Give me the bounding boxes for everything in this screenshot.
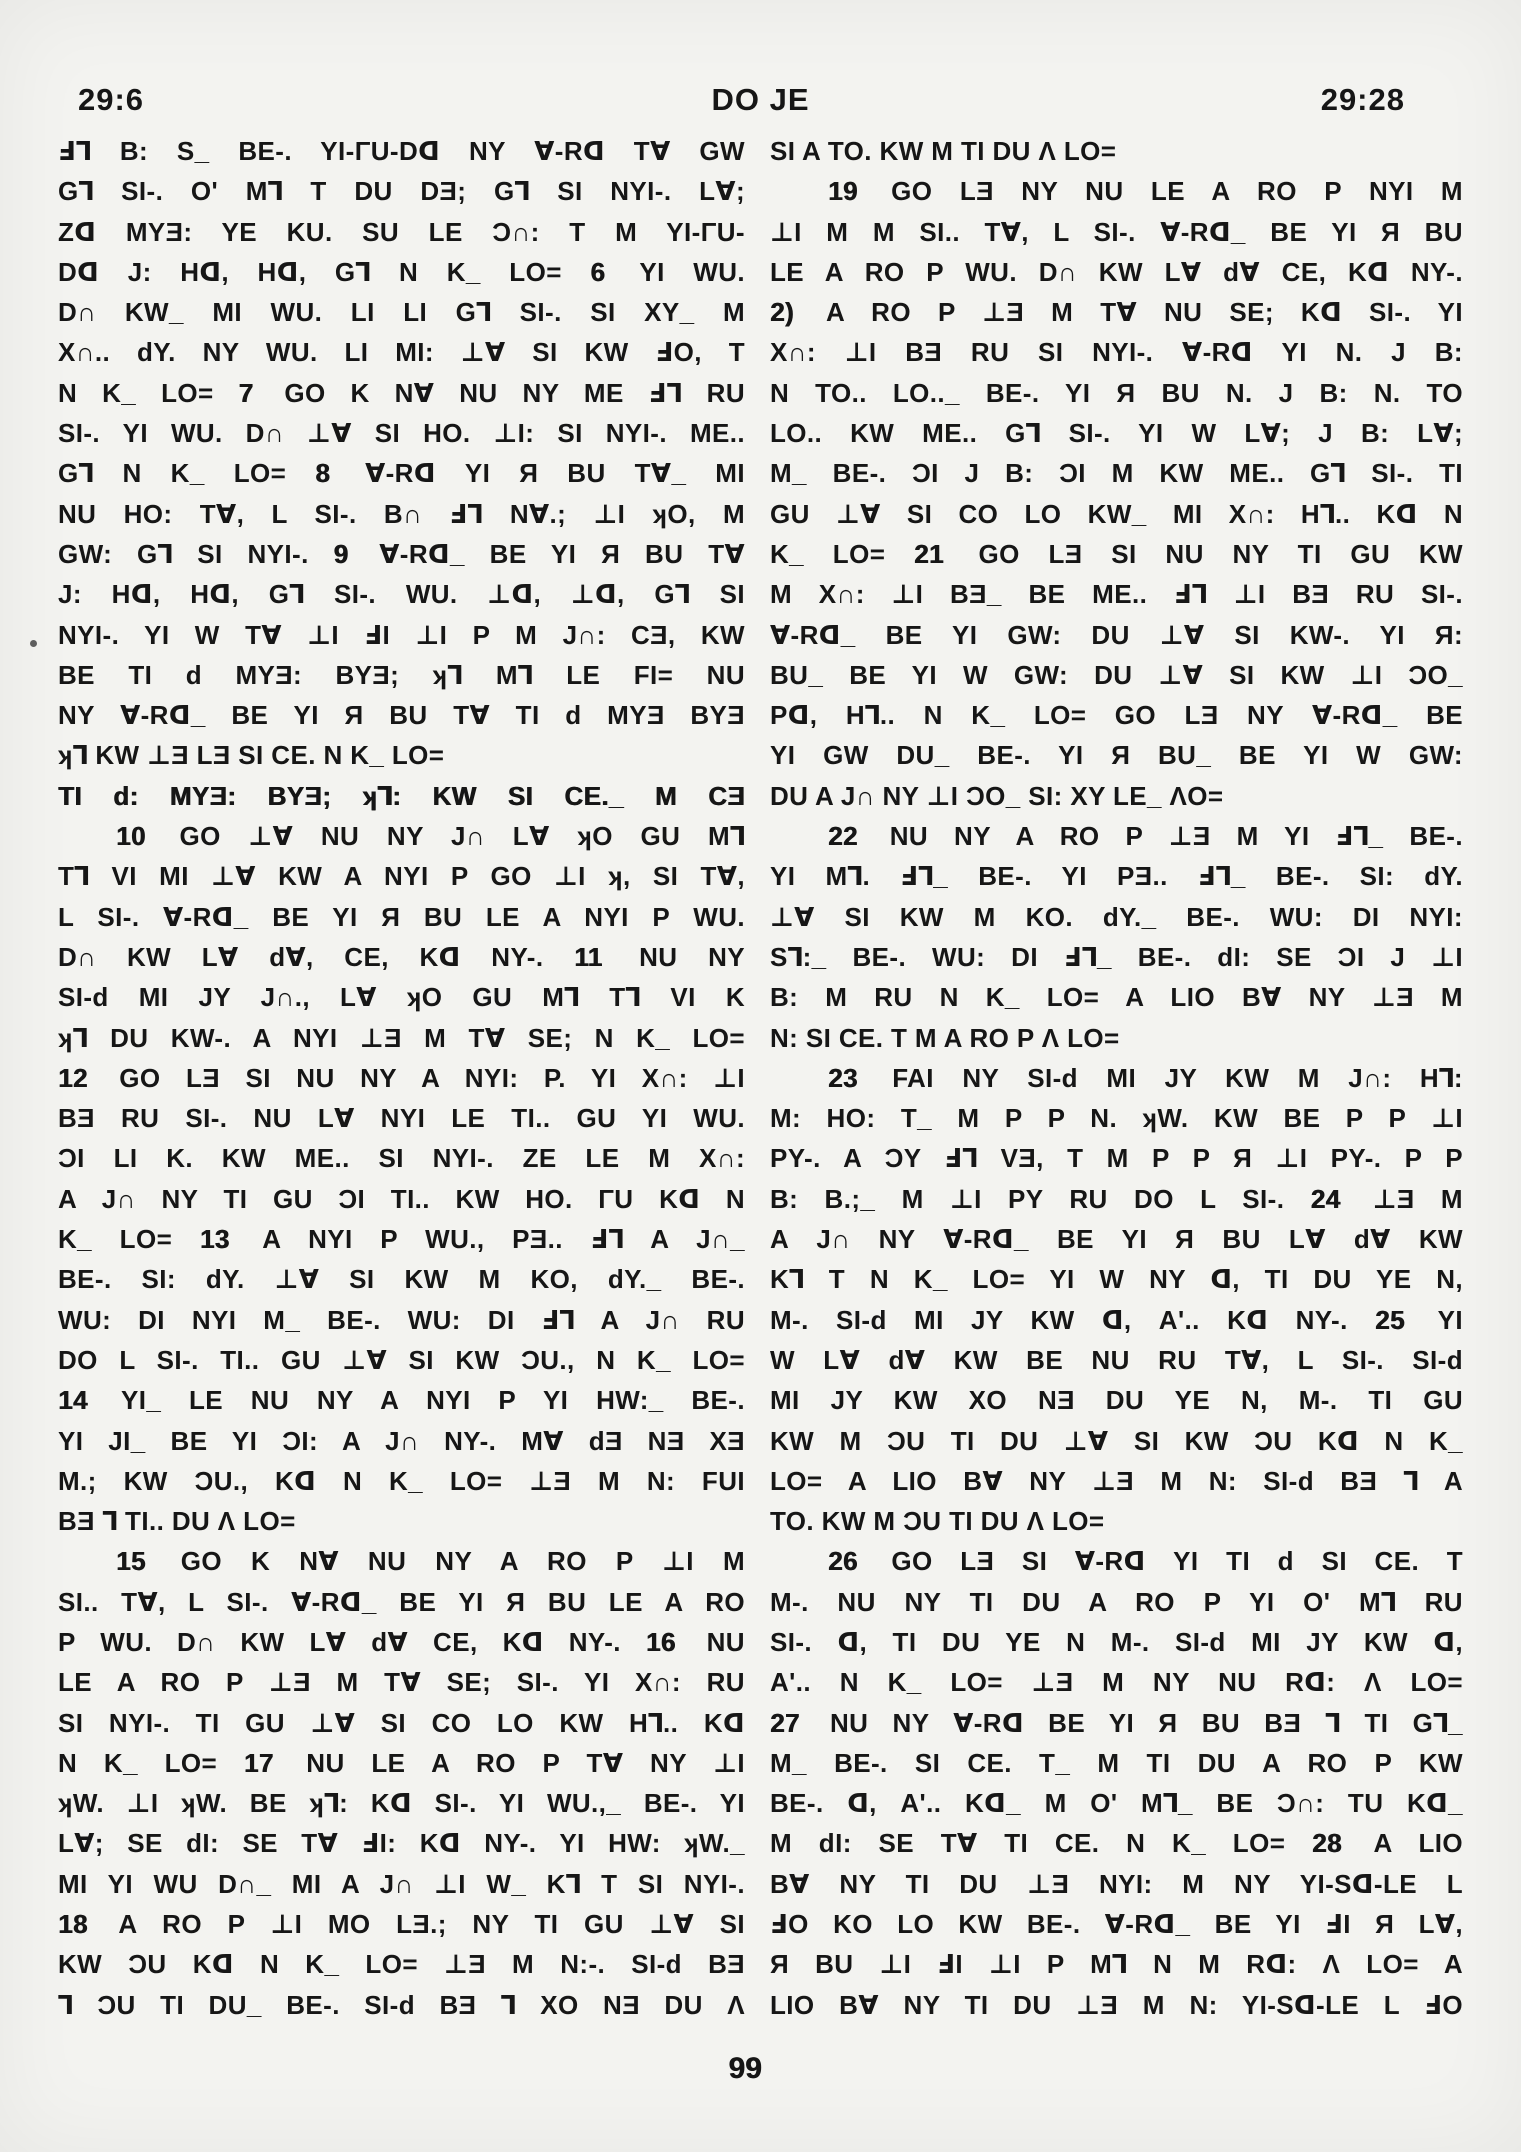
text-line: M: HO: T_ M P P N. ʞW. KW BE P P ⊥I bbox=[770, 1103, 1463, 1134]
text-line: ℲO KO LO KW BE-. ∀-Rᗡ_ BE YI ℲI Я L∀, bbox=[770, 1909, 1463, 1940]
text-line: PY-. A ƆY Ⅎ⅂ VƎ, T M P P Я ⊥I PY-. P P bbox=[770, 1143, 1463, 1174]
text-line: SI-. ᗡ, TI DU YE N M-. SI-d MI JY KW ᗡ, bbox=[770, 1626, 1463, 1657]
text-line: 12 GO LƎ SI NU NY A NYI: P. YI X∩: ⊥I bbox=[58, 1062, 745, 1093]
text-line: BE-. SI: dY. ⊥∀ SI KW M KO, dY._ BE-. bbox=[58, 1264, 745, 1295]
text-line: GW: G⅂ SI NYI-. 9 ∀-Rᗡ_ BE YI Я BU T∀ bbox=[58, 538, 746, 569]
text-line: LE A RO P WU. D∩ KW L∀ d∀ CE, Kᗡ NY-. bbox=[770, 256, 1463, 287]
verse-number: 9 bbox=[333, 538, 349, 569]
text-line: BE-. ᗡ, A'.. Kᗡ_ M O' M⅂_ BE Ɔ∩: TU Kᗡ_ bbox=[770, 1788, 1463, 1819]
text-line: G⅂ N K_ LO= 8 ∀-Rᗡ YI Я BU T∀_ MI bbox=[58, 458, 745, 489]
text-line: NY ∀-Rᗡ_ BE YI Я BU T∀ TI d MYƎ BYƎ bbox=[58, 700, 745, 731]
text-line: X∩: ⊥I BƎ RU SI NYI-. ∀-Rᗡ YI N. J B: bbox=[770, 337, 1463, 368]
text-line: Dᗡ J: Hᗡ, Hᗡ, G⅂ N K_ LO= 6 YI WU. bbox=[58, 256, 745, 287]
verse-number: 12 bbox=[58, 1062, 88, 1093]
running-head-verse-ref-left: 29:6 bbox=[78, 82, 145, 117]
text-line: ∀-Rᗡ_ BE YI GW: DU ⊥∀ SI KW-. YI Я: bbox=[770, 619, 1463, 650]
text-line: J: Hᗡ, Hᗡ, G⅂ SI-. WU. ⊥ᗡ, ⊥ᗡ, G⅂ SI bbox=[58, 579, 745, 610]
page-number: 99 bbox=[728, 2052, 762, 2085]
text-line: K⅂ T N K_ LO= YI W NY ᗡ, TI DU YE N, bbox=[770, 1264, 1463, 1295]
text-line: N TO.. LO.._ BE-. YI Я BU N. J B: N. TO bbox=[770, 377, 1463, 408]
text-line: ʞ⅂ KW ⊥Ǝ LƎ SI CE. N K_ LO= bbox=[58, 740, 445, 771]
text-line: P WU. D∩ KW L∀ d∀ CE, Kᗡ NY-. 16 NU bbox=[58, 1626, 745, 1657]
verse-number: 23 bbox=[828, 1062, 858, 1093]
text-line: Ⅎ⅂ B: S_ BE-. YI-ΓU-Dᗡ NY ∀-Rᗡ T∀ GW bbox=[58, 136, 745, 166]
text-line: ƆI LI K. KW ME.. SI NYI-. ZE LE M X∩: bbox=[58, 1143, 745, 1174]
verse-number: 16 bbox=[645, 1626, 676, 1657]
text-line: ⅂ ƆU TI DU_ BE-. SI-d BƎ ⅂ XO NƎ DU Λ bbox=[58, 1989, 745, 2020]
text-line: W L∀ d∀ KW BE NU RU T∀, L SI-. SI-d bbox=[770, 1344, 1463, 1375]
verse-number: 10 bbox=[116, 821, 146, 852]
verse-number: 17 bbox=[243, 1747, 274, 1778]
text-line: NYI-. YI W T∀ ⊥I ℲI ⊥I P M J∩: CƎ, KW bbox=[58, 619, 745, 650]
text-line: M dI: SE T∀ TI CE. N K_ LO= 28 A LIO bbox=[770, 1828, 1463, 1859]
text-line: 18 A RO P ⊥I MO LƎ.; NY TI GU ⊥∀ SI bbox=[58, 1909, 745, 1940]
verse-number: 22 bbox=[828, 821, 858, 852]
text-line: 22 NU NY A RO P ⊥Ǝ M YI Ⅎ⅂_ BE-. bbox=[828, 821, 1463, 852]
text-line: SI.. T∀, L SI-. ∀-Rᗡ_ BE YI Я BU LE A RO bbox=[58, 1586, 745, 1617]
text-line: ʞ⅂ DU KW-. A NYI ⊥Ǝ M T∀ SE; N K_ LO= bbox=[58, 1022, 745, 1053]
text-line: KW ƆU Kᗡ N K_ LO= ⊥Ǝ M N:-. SI-d BƎ bbox=[58, 1949, 745, 1980]
text-line: ⊥I M M SI.. T∀, L SI-. ∀-Rᗡ_ BE YI Я BU bbox=[770, 216, 1463, 247]
verse-number: 15 bbox=[116, 1546, 146, 1577]
verse-number: 11 bbox=[574, 941, 603, 972]
verse-number: 6 bbox=[590, 256, 606, 287]
text-line: M_ BE-. SI CE. T_ M TI DU A RO P KW bbox=[770, 1747, 1463, 1778]
text-line: M X∩: ⊥I BƎ_ BE ME.. Ⅎ⅂ ⊥I BƎ RU SI-. bbox=[770, 579, 1463, 610]
text-line: LE A RO P ⊥Ǝ M T∀ SE; SI-. YI X∩: RU bbox=[58, 1667, 745, 1698]
text-line: N: SI CE. T M A RO P Λ LO= bbox=[770, 1022, 1120, 1053]
text-line: A J∩ NY TI GU ƆI TI.. KW HO. ΓU Kᗡ N bbox=[58, 1183, 745, 1214]
text-column-right bbox=[770, 131, 1463, 2025]
running-head-book-title: DO JE bbox=[711, 82, 810, 117]
text-line: 19 GO LƎ NY NU LE A RO P NYI M bbox=[828, 176, 1463, 207]
text-line: B∀ NY TI DU ⊥Ǝ NYI: M NY YI-Sᗡ-LE L bbox=[770, 1868, 1463, 1899]
section-heading-line: TI d: MYƎ: BYƎ; ʞ⅂: KW SI CE._ M CƎ bbox=[58, 780, 745, 811]
text-line: ʞW. ⊥I ʞW. BE ʞ⅂: Kᗡ SI-. YI WU.,_ BE-. YI bbox=[58, 1788, 745, 1819]
verse-number: 19 bbox=[828, 176, 858, 207]
text-line: BE TI d MYƎ: BYƎ; ʞ⅂ M⅂ LE FI= NU bbox=[58, 659, 745, 690]
text-line: YI M⅂. Ⅎ⅂_ BE-. YI PƎ.. Ⅎ⅂_ BE-. SI: dY. bbox=[770, 861, 1463, 892]
text-line: M-. SI-d MI JY KW ᗡ, A'.. Kᗡ NY-. 25 YI bbox=[770, 1304, 1463, 1335]
verse-number: 7 bbox=[238, 377, 254, 408]
text-line: L∀; SE dI: SE T∀ ℲI: Kᗡ NY-. YI HW: ʞW._ bbox=[58, 1828, 745, 1859]
text-line: A J∩ NY ∀-Rᗡ_ BE YI Я BU L∀ d∀ KW bbox=[770, 1224, 1463, 1255]
text-column-left bbox=[58, 131, 745, 2025]
text-line: 14 YI_ LE NU NY A NYI P YI HW:_ BE-. bbox=[58, 1385, 745, 1416]
text-line: M-. NU NY TI DU A RO P YI O' M⅂ RU bbox=[770, 1586, 1463, 1617]
verse-number: 25 bbox=[1375, 1304, 1405, 1335]
text-line: MI YI WU D∩_ MI A J∩ ⊥I W_ K⅂ T SI NYI-. bbox=[58, 1868, 745, 1899]
ink-speck bbox=[30, 640, 37, 647]
verse-number: 24 bbox=[1310, 1183, 1341, 1214]
text-line: X∩.. dY. NY WU. LI MI: ⊥∀ SI KW ℲO, T bbox=[58, 337, 745, 368]
verse-number: 13 bbox=[199, 1224, 230, 1255]
text-line: B: M RU N K_ LO= A LIO B∀ NY ⊥Ǝ M bbox=[770, 982, 1463, 1013]
text-line: D∩ KW L∀ d∀, CE, Kᗡ NY-. 11 NU NY bbox=[58, 941, 745, 972]
text-line: M.; KW ƆU., Kᗡ N K_ LO= ⊥Ǝ M N: FUI bbox=[58, 1465, 745, 1496]
verse-number: 21 bbox=[914, 538, 944, 569]
verse-number: 14 bbox=[58, 1385, 88, 1416]
text-line: N K_ LO= 7 GO K N∀ NU NY ME Ⅎ⅂ RU bbox=[58, 377, 745, 408]
text-line: 15 GO K N∀ NU NY A RO P ⊥I M bbox=[116, 1546, 745, 1577]
text-line: 2) A RO P ⊥Ǝ M T∀ NU SE; Kᗡ SI-. YI bbox=[770, 297, 1463, 328]
text-line: M_ BE-. ƆI J B: ƆI M KW ME.. G⅂ SI-. TI bbox=[770, 458, 1463, 489]
text-line: DU A J∩ NY ⊥I ƆO_ SI: XY LE_ ΛO= bbox=[770, 780, 1224, 811]
verse-number: 28 bbox=[1312, 1828, 1342, 1859]
text-line: 23 FAI NY SI-d MI JY KW M J∩: H⅂: bbox=[828, 1062, 1463, 1093]
text-line: SI-d MI JY J∩., L∀ ʞO GU M⅂ T⅂ VI K bbox=[58, 982, 745, 1013]
verse-number: 27 bbox=[770, 1707, 800, 1738]
verse-number: 18 bbox=[58, 1909, 88, 1940]
text-line: L SI-. ∀-Rᗡ_ BE YI Я BU LE A NYI P WU. bbox=[58, 901, 745, 932]
running-head-verse-ref-right: 29:28 bbox=[1320, 82, 1405, 117]
text-line: WU: DI NYI M_ BE-. WU: DI Ⅎ⅂ A J∩ RU bbox=[58, 1304, 745, 1335]
text-line: G⅂ SI-. O' M⅂ T DU DƎ; G⅂ SI NYI-. L∀; bbox=[58, 176, 745, 207]
text-line: BƎ ⅂ TI.. DU Λ LO= bbox=[58, 1506, 296, 1537]
text-line: YI GW DU_ BE-. YI Я BU_ BE YI W GW: bbox=[770, 740, 1463, 771]
text-line: Я BU ⊥I ℲI ⊥I P M⅂ N M Rᗡ: Λ LO= A bbox=[770, 1949, 1463, 1980]
text-line: YI JI_ BE YI ƆI: A J∩ NY-. M∀ dƎ NƎ XƎ bbox=[58, 1425, 745, 1456]
text-line: TO. KW M ƆU TI DU Λ LO= bbox=[770, 1506, 1105, 1537]
text-line: Pᗡ, H⅂.. N K_ LO= GO LƎ NY ∀-Rᗡ_ BE bbox=[770, 700, 1463, 731]
text-line: A'.. N K_ LO= ⊥Ǝ M NY NU Rᗡ: Λ LO= bbox=[770, 1667, 1463, 1698]
text-line: MI JY KW XO NƎ DU YE N, M-. TI GU bbox=[770, 1385, 1463, 1416]
text-line: NU HO: T∀, L SI-. B∩ Ⅎ⅂ N∀.; ⊥I ʞO, M bbox=[58, 498, 745, 529]
text-line: 10 GO ⊥∀ NU NY J∩ L∀ ʞO GU M⅂ bbox=[116, 821, 745, 852]
verse-number: 8 bbox=[315, 458, 331, 489]
text-line: S⅂:_ BE-. WU: DI Ⅎ⅂_ BE-. dI: SE ƆI J ⊥I bbox=[770, 941, 1463, 972]
text-line: K_ LO= 13 A NYI P WU., PƎ.. Ⅎ⅂ A J∩_ bbox=[58, 1224, 745, 1255]
text-line: T⅂ VI MI ⊥∀ KW A NYI P GO ⊥I ʞ, SI T∀, bbox=[58, 861, 745, 892]
text-line: SI-. YI WU. D∩ ⊥∀ SI HO. ⊥I: SI NYI-. ME.. bbox=[58, 418, 745, 449]
text-line: BU_ BE YI W GW: DU ⊥∀ SI KW ⊥I ƆO_ bbox=[770, 659, 1463, 690]
text-line: DO L SI-. TI.. GU ⊥∀ SI KW ƆU., N K_ LO= bbox=[58, 1344, 745, 1375]
text-line: K_ LO= 21 GO LƎ SI NU NY TI GU KW bbox=[770, 538, 1464, 569]
verse-number: 26 bbox=[828, 1546, 858, 1577]
text-line: LIO B∀ NY TI DU ⊥Ǝ M N: YI-Sᗡ-LE L ℲO bbox=[770, 1989, 1463, 2020]
text-line: B: B.;_ M ⊥I PY RU DO L SI-. 24 ⊥Ǝ M bbox=[770, 1183, 1463, 1214]
text-line: 27 NU NY ∀-Rᗡ BE YI Я BU BƎ ⅂ TI G⅂_ bbox=[770, 1707, 1463, 1738]
text-line: BƎ RU SI-. NU L∀ NYI LE TI.. GU YI WU. bbox=[58, 1103, 745, 1134]
text-line: N K_ LO= 17 NU LE A RO P T∀ NY ⊥I bbox=[58, 1747, 745, 1778]
text-line: ⊥∀ SI KW M KO. dY._ BE-. WU: DI NYI: bbox=[770, 901, 1463, 932]
text-line: SI NYI-. TI GU ⊥∀ SI CO LO KW H⅂.. Kᗡ bbox=[58, 1707, 745, 1738]
text-line: Zᗡ MYƎ: YE KU. SU LE Ɔ∩: T M YI-ΓU- bbox=[58, 216, 745, 247]
text-line: KW M ƆU TI DU ⊥∀ SI KW ƆU Kᗡ N K_ bbox=[770, 1425, 1463, 1456]
text-line: LO= A LIO B∀ NY ⊥Ǝ M N: SI-d BƎ ⅂ A bbox=[770, 1465, 1463, 1496]
text-line: LO.. KW ME.. G⅂ SI-. YI W L∀; J B: L∀; bbox=[770, 418, 1463, 449]
text-line: SI A TO. KW M TI DU Λ LO= bbox=[770, 136, 1117, 166]
text-line: 26 GO LƎ SI ∀-Rᗡ YI TI d SI CE. T bbox=[828, 1546, 1463, 1577]
verse-number: 2) bbox=[770, 297, 794, 328]
text-line: D∩ KW_ MI WU. LI LI G⅂ SI-. SI XY_ M bbox=[58, 297, 745, 328]
text-line: GU ⊥∀ SI CO LO KW_ MI X∩: H⅂.. Kᗡ N bbox=[770, 498, 1463, 529]
